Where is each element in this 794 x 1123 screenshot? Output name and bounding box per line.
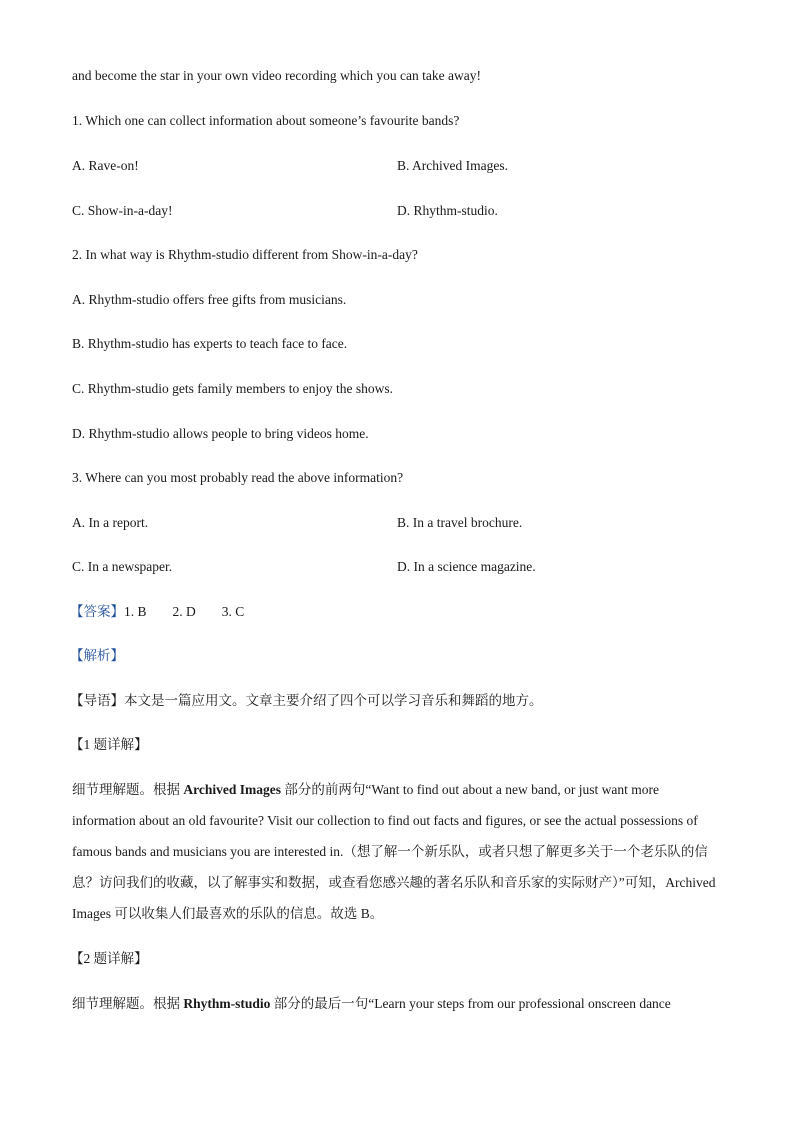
question-3-stem: 3. Where can you most probably read the above information?	[72, 470, 404, 485]
question-1-option-a: A. Rave-on!	[72, 158, 139, 173]
answer-2: 2. D	[172, 604, 196, 619]
question-2-option-a: A. Rhythm-studio offers free gifts from musicians.	[72, 292, 347, 307]
detail-2-label: 【2 题详解】	[70, 951, 148, 966]
passage-tail: and become the star in your own video recording which you can take away!	[72, 68, 481, 83]
answer-3: 3. C	[221, 604, 245, 619]
guide-label: 【导语】	[70, 693, 124, 708]
guide-text: 本文是一篇应用文。文章主要介绍了四个可以学习音乐和舞蹈的地方。	[124, 693, 543, 708]
detail-2-paragraph	[72, 988, 722, 1019]
question-1-option-d: D. Rhythm-studio.	[397, 203, 498, 218]
detail-2-post: 部分的最后一句“Learn your steps from our professional onscreen dance	[270, 996, 671, 1011]
detail-1-post: 部分的前两句“Want to find out about a new band, or just want more information about an old favourite? Visit our collection to find out facts and figures, or see the actual possessions of famous bands and musicians you are interested in.（想了解一个新乐队，或者只想了解更多关于一个老乐队的信息？访问我们的收藏，以了解事实和数据，或查看您感兴趣的著名乐队和音乐家的实际财产）”可知，Archived Images 可以收集人们最喜欢的乐队的信息。故选 B。	[72, 782, 716, 921]
question-2-option-b: B. Rhythm-studio has experts to teach face to face.	[72, 336, 348, 351]
detail-1-paragraph	[72, 774, 722, 929]
answer-1: 1. B	[124, 604, 147, 619]
detail-1-bold: Archived Images	[183, 782, 281, 797]
question-2-stem: 2. In what way is Rhythm-studio different from Show-in-a-day?	[72, 247, 418, 262]
question-3-option-c: C. In a newspaper.	[72, 559, 173, 574]
question-3-option-d: D. In a science magazine.	[397, 559, 536, 574]
detail-2-bold: Rhythm-studio	[183, 996, 271, 1011]
guide-line	[70, 692, 543, 710]
detail-1-label: 【1 题详解】	[70, 737, 148, 752]
question-3-option-a: A. In a report.	[72, 515, 149, 530]
detail-1-pre: 细节理解题。根据	[72, 782, 184, 797]
question-1-option-c: C. Show-in-a-day!	[72, 203, 173, 218]
answer-line	[70, 603, 244, 621]
question-1-option-b: B. Archived Images.	[397, 158, 508, 173]
question-1-stem: 1. Which one can collect information about someone’s favourite bands?	[72, 113, 460, 128]
question-2-option-c: C. Rhythm-studio gets family members to enjoy the shows.	[72, 381, 393, 396]
analysis-label: 【解析】	[70, 648, 124, 663]
question-3-option-b: B. In a travel brochure.	[397, 515, 523, 530]
detail-2-pre: 细节理解题。根据	[72, 996, 184, 1011]
question-2-option-d: D. Rhythm-studio allows people to bring videos home.	[72, 426, 369, 441]
answer-label: 【答案】	[70, 604, 124, 619]
